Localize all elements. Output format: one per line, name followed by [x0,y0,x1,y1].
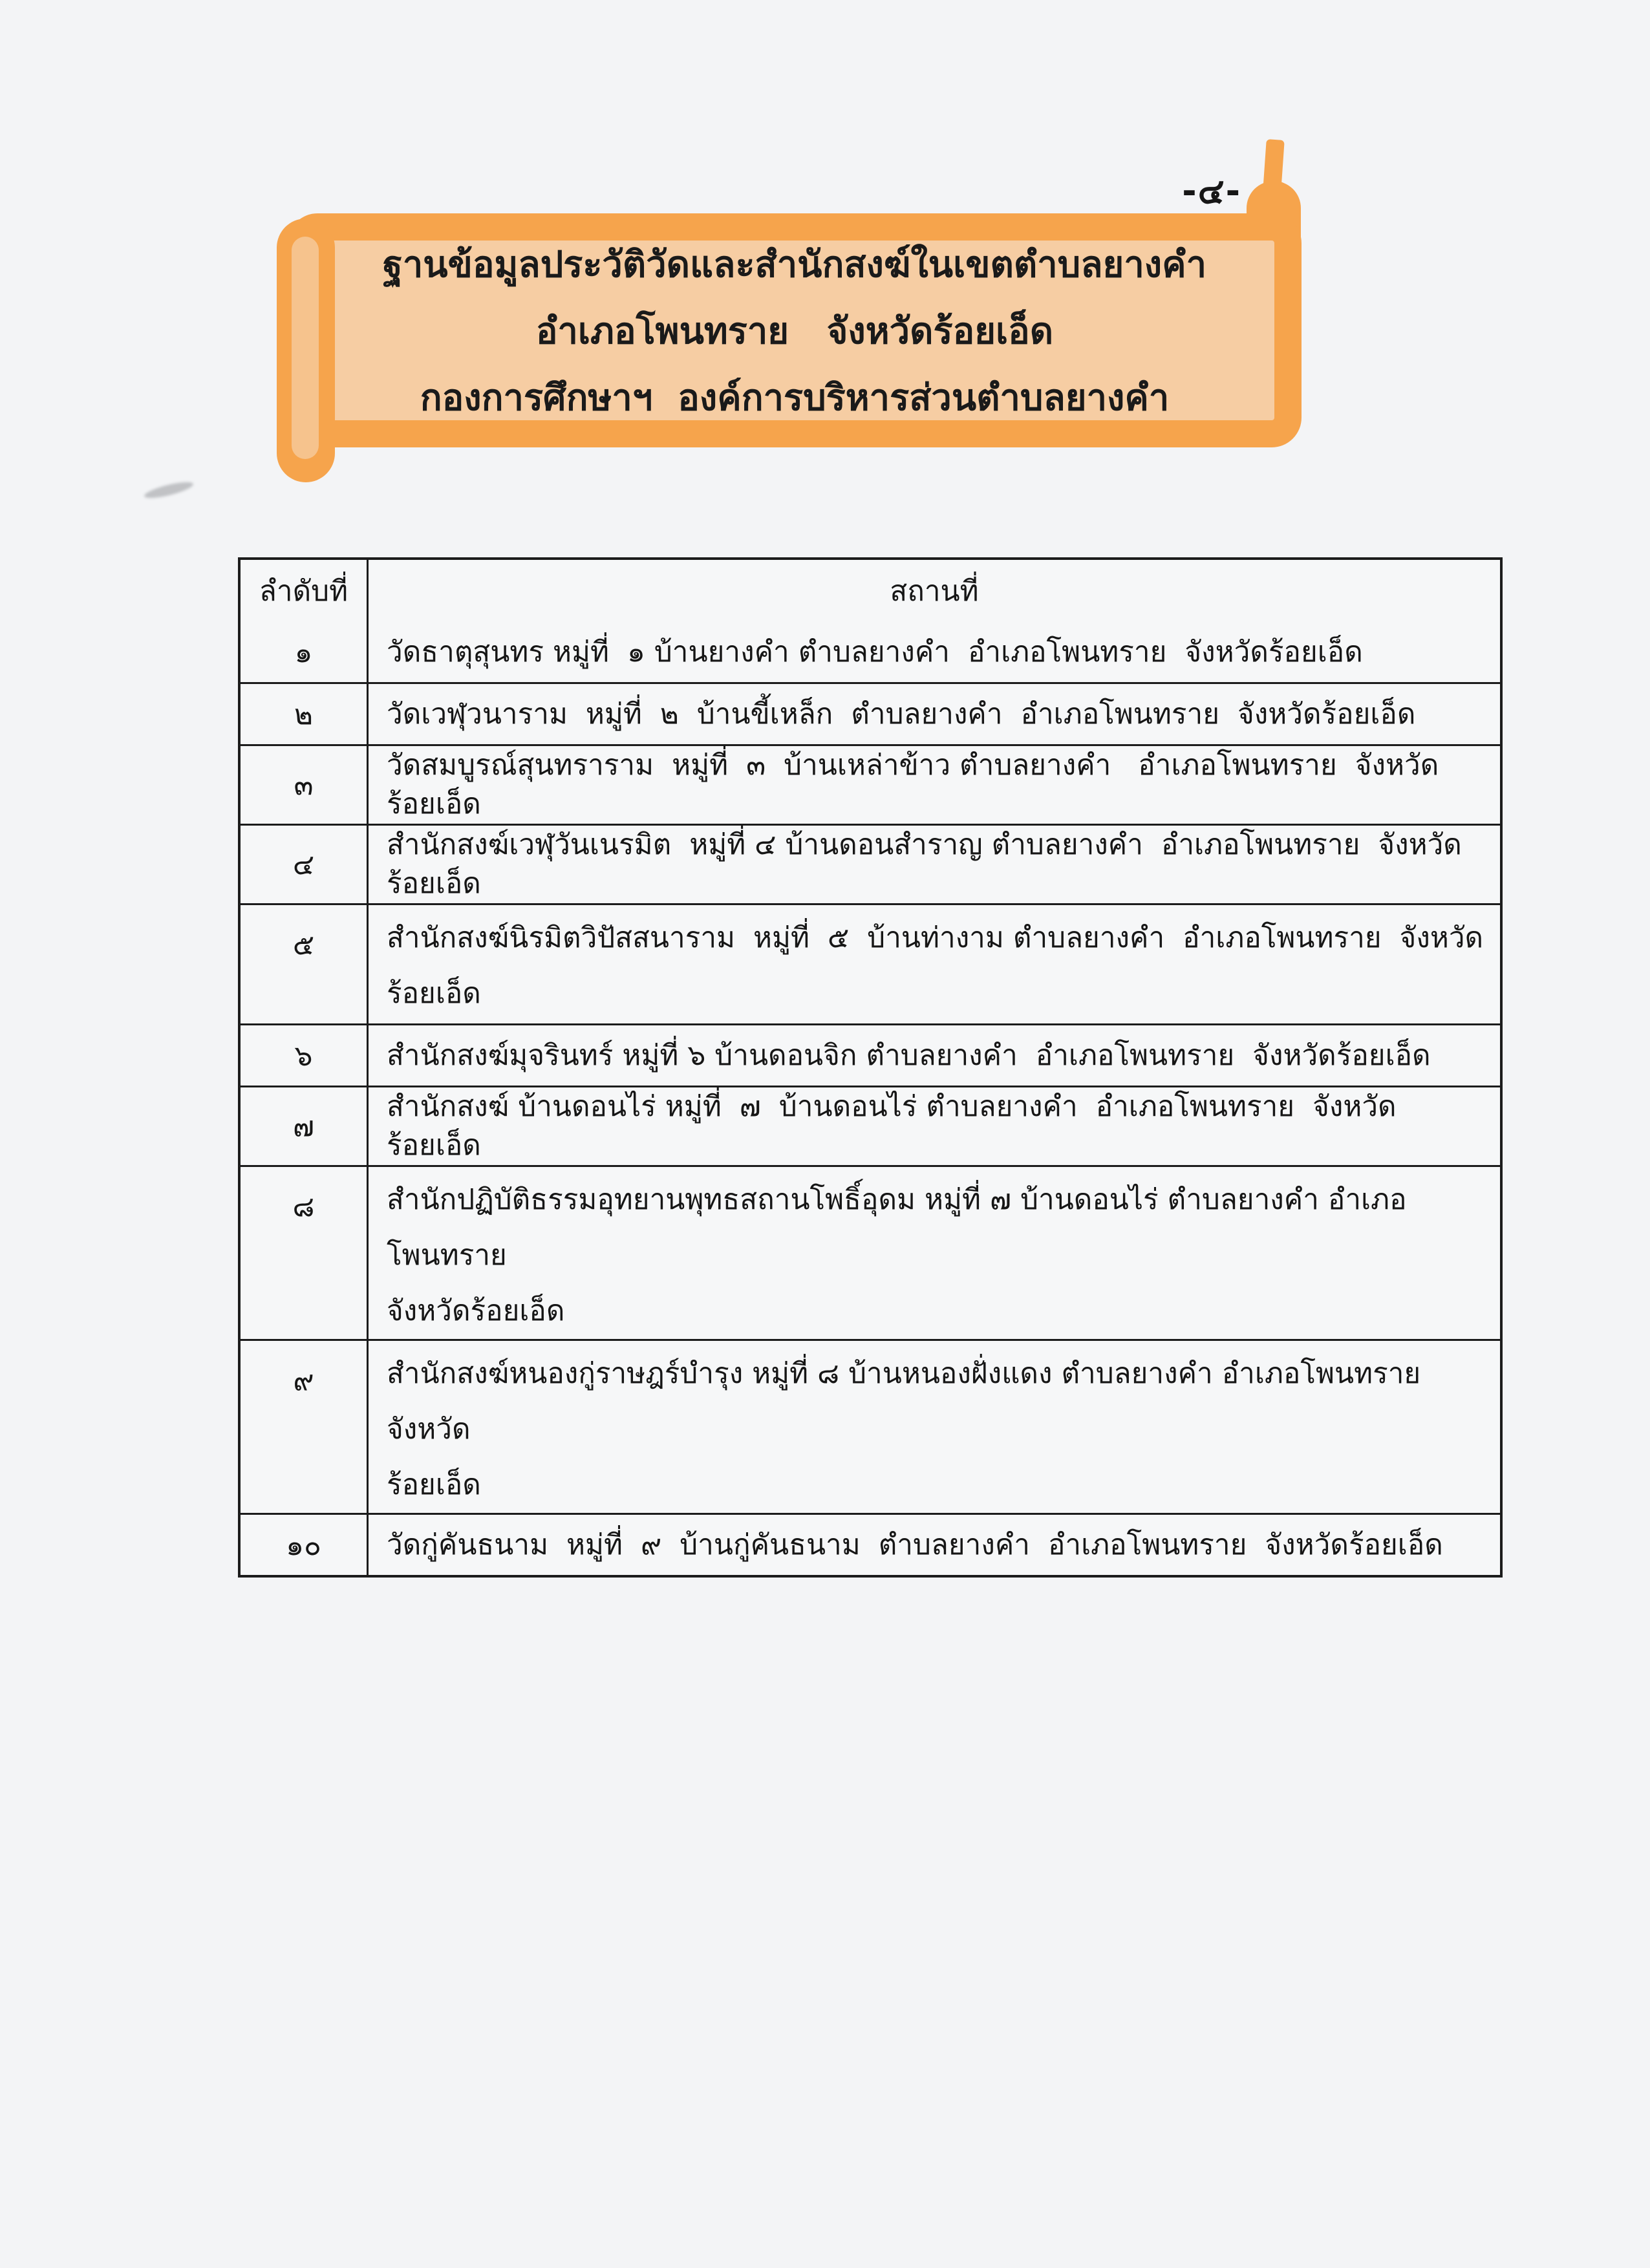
place-text-line: จังหวัดร้อยเอ็ด [387,1294,565,1327]
table-row [241,1023,1500,1086]
scan-smudge [143,479,195,501]
row-place [369,622,1500,682]
place-text-line: สำนักสงฆ์มุจรินทร์ หมู่ที่ ๖ บ้านดอนจิก ตำบลยางคำ อำเภอโพนทราย จังหวัดร้อยเอ็ด [387,1038,1431,1072]
place-text-line: วัดกู่คันธนาม หมู่ที่ ๙ บ้านกู่คันธนาม ตำบลยางคำ อำเภอโพนทราย จังหวัดร้อยเอ็ด [387,1528,1443,1561]
row-number: ๙ [241,1341,369,1513]
row-number: ๑ [241,622,369,682]
banner-title-line-2: อำเภอโพนทราย จังหวัดร้อยเอ็ด [535,310,1054,352]
place-text-line: วัดเวฬุวนาราม หมู่ที่ ๒ บ้านขี้เหล็ก ตำบลยางคำ อำเภอโพนทราย จังหวัดร้อยเอ็ด [387,697,1416,731]
row-number: ๓ [241,746,369,824]
table-body [241,622,1500,1575]
row-number: ๔ [241,826,369,903]
table-row [241,1086,1500,1165]
table-row [241,622,1500,682]
table-row [241,682,1500,744]
table-row [241,903,1500,1023]
banner-title-line-3: กองการศึกษาฯ องค์การบริหารส่วนตำบลยางคำ [420,376,1170,419]
table-header-place: สถานที่ [890,575,979,608]
place-text-line: สำนักสงฆ์นิรมิตวิปัสสนาราม หมู่ที่ ๕ บ้านท่างาม ตำบลยางคำ อำเภอโพนทราย จังหวัด [387,921,1484,954]
table-row [241,1513,1500,1575]
row-number: ๕ [241,905,369,1023]
table-header-order: ลำดับที่ [241,560,369,622]
place-text-line: สำนักปฏิบัติธรรมอุทยานพุทธสถานโพธิ์อุดม หมู่ที่ ๗ บ้านดอนไร่ ตำบลยางคำ อำเภอโพนทราย [387,1183,1407,1272]
place-text-line: สำนักสงฆ์ บ้านดอนไร่ หมู่ที่ ๗ บ้านดอนไร่ ตำบลยางคำ อำเภอโพนทราย จังหวัดร้อยเอ็ด [387,1090,1397,1162]
banner-title-line-1: ฐานข้อมูลประวัติวัดและสำนักสงฆ์ในเขตตำบลยางคำ [382,243,1207,286]
place-text-line: สำนักสงฆ์หนองกู่ราษฎร์บำรุง หมู่ที่ ๘ บ้านหนองฝั่งแดง ตำบลยางคำ อำเภอโพนทราย จังหวัด [387,1357,1430,1446]
table-header-row [241,560,1500,622]
row-number: ๗ [241,1087,369,1165]
row-place [369,1025,1500,1086]
row-place [369,1515,1500,1575]
row-place [369,905,1500,1023]
table-row [241,1339,1500,1513]
row-place [369,684,1500,744]
row-place [369,1087,1500,1165]
row-number: ๖ [241,1025,369,1086]
row-place [369,746,1500,824]
row-place [369,1167,1500,1339]
place-text-line: ร้อยเอ็ด [387,977,481,1010]
table-row [241,824,1500,903]
place-text-line: ร้อยเอ็ด [387,1468,481,1501]
row-place [369,826,1500,903]
row-number: ๑๐ [241,1515,369,1575]
place-text-line: วัดสมบูรณ์สุนทราราม หมู่ที่ ๓ บ้านเหล่าข้าว ตำบลยางคำ อำเภอโพนทราย จังหวัดร้อยเอ็ด [387,749,1439,820]
row-place [369,1341,1500,1513]
table-row [241,1165,1500,1339]
row-number: ๒ [241,684,369,744]
temple-table [238,557,1503,1578]
place-text-line: วัดธาตุสุนทร หมู่ที่ ๑ บ้านยางคำ ตำบลยางคำ อำเภอโพนทราย จังหวัดร้อยเอ็ด [387,635,1363,669]
page-number: -๔- [1182,171,1241,211]
place-text-line: สำนักสงฆ์เวฬุวันเนรมิต หมู่ที่ ๔ บ้านดอนสำราญ ตำบลยางคำ อำเภอโพนทราย จังหวัดร้อยเอ็ด [387,828,1462,900]
row-number: ๘ [241,1167,369,1339]
banner-title [315,234,1274,428]
table-row [241,744,1500,824]
